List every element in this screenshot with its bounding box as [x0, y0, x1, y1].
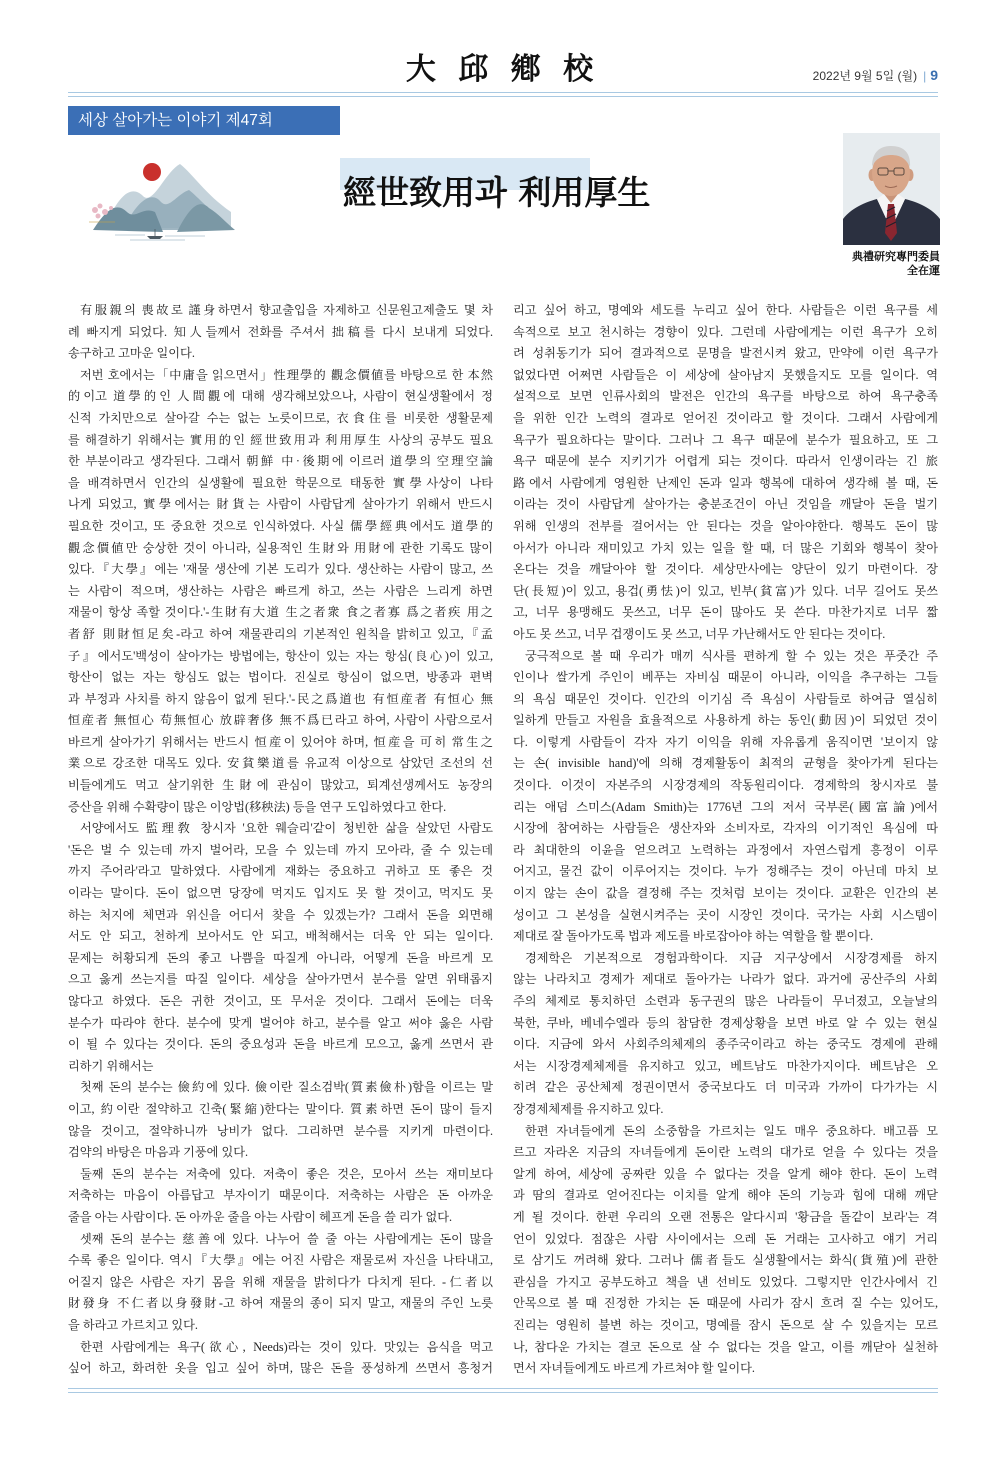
body-text-line: 한 부분이라고 생각된다. 그래서 朝鮮 中·後期에 이르러 道學의 空理空論	[68, 454, 493, 469]
body-text-line: 주의 체제로 통치하던 소련과 동구권의 많은 나라들이 무너졌고, 오늘날의	[513, 994, 938, 1008]
page-number: 9	[930, 67, 938, 83]
body-text-line: 있다.『大學』에는 '재물 생산에 기본 도리가 있다. 생산하는 사람이 많고, 쓰	[68, 562, 493, 577]
paragraph	[68, 818, 493, 1077]
body-text-line: 이라는 것이 사람답게 살아가는 충분조건이 아닌 것임을 깨달아 돈을 벌기	[513, 497, 938, 512]
paragraph	[513, 1121, 938, 1380]
body-text-line: 저축하는 마음이 아름답고 부자이기 때문이다. 저축하는 사람은 돈 아까운	[68, 1188, 493, 1203]
body-text-line: 르고 자라온 지금의 자녀들에게 돈이란 노력의 대가로 얻을 수 있다는 것을	[513, 1145, 938, 1160]
body-text-line: 아서가 아니라 재미있고 가치 있는 일을 할 때, 더 많은 기회와 행복이 찾아	[513, 540, 938, 555]
body-text-line: 恒産者 無恒心 苟無恒心 放辟奢侈 無不爲已라고 하여, 사람이 사람으로서	[68, 713, 493, 728]
body-text-line: 者舒 則財恒足矣-라고 하여 재물관리의 기본적인 원칙을 밝히고 있고,『孟	[68, 626, 493, 641]
body-text-line: 한편 사람에게는 욕구(欲心, Needs)라는 것이 있다. 맛있는 음식을 먹고	[80, 1339, 493, 1354]
body-text-line: 는 사람이 적으며, 생산하는 사람은 빠르게 하고, 쓰는 사람은 느리게 하면	[68, 583, 493, 598]
body-text-line: 한편 자녀들에게 돈의 소중함을 가르치는 일도 매우 중요하다. 배고픔 모	[525, 1123, 938, 1138]
body-text-line: 북한, 쿠바, 베네수엘라 등의 참담한 경제상황을 보면 바로 알 수 있는 현실	[513, 1015, 938, 1030]
body-text-line: 히려 같은 공산체제 정권이면서 중국보다도 더 미국과 가까이 다가가는 시	[513, 1080, 938, 1095]
body-text-line: 관심을 가지고 공부도하고 책을 낸 선비도 있었다. 그렇지만 인간사에서 긴	[513, 1274, 938, 1289]
body-text-line: 이고, 約이란 절약하고 긴축(緊縮)한다는 말이다. 質素하면 돈이 많이 들지	[68, 1101, 493, 1116]
body-text-line: 는 손( invisible hand)'에 의해 경제활동이 최적의 균형을 찾아가게 된다는	[513, 756, 938, 771]
author-caption	[852, 250, 940, 278]
body-text-line: 시장에 참여하는 사람들은 생산자와 소비자로, 각자의 이기적인 욕심에 따	[513, 821, 938, 836]
body-text-line: 안목으로 볼 때 진정한 가치는 돈 때문에 사리가 잠시 흐려 질 수는 있어도,	[513, 1296, 938, 1311]
body-text-line: 과 부정과 사치를 하지 않음이 없게 된다.'-民之爲道也 有恒産者 有恒心 無	[68, 691, 493, 706]
body-text-line: 이 될 수 있다는 것이다. 돈의 중요성과 돈을 바르게 모으고, 옳게 쓰면서 관	[68, 1037, 493, 1052]
body-text-line: 문제는 허황되게 돈의 좋고 나쁨을 따질게 아니라, 어떻게 돈을 바르게 모	[68, 950, 493, 965]
landscape-illustration	[85, 150, 235, 245]
body-text-line: 첫째 돈의 분수는 儉約에 있다. 儉이란 질소검박(質素儉朴)함을 이르는 말	[80, 1080, 493, 1095]
body-text-line: 싶어 하고, 화려한 옷을 입고 싶어 하며, 많은 돈을 풍성하게 쓰면서 흥청거	[68, 1361, 493, 1376]
body-text-line: 경제학은 기본적으로 경험과학이다. 지금 지구상에서 시장경제를 하지	[525, 950, 938, 965]
footer-rule	[68, 1388, 938, 1393]
body-text-line: 셋째 돈의 분수는 慈善에 있다. 나누어 쓸 줄 아는 사람에게는 돈이 많을	[80, 1231, 493, 1246]
body-text-line: 어지고, 물건 값이 이루어지는 것이다. 누가 정해주는 것이 아닌데 마치 보	[513, 864, 938, 879]
body-text-line: 리고 싶어 하고, 명예와 세도를 누리고 싶어 한다. 사람들은 이런 욕구를 세	[513, 303, 938, 317]
body-text-line: 궁극적으로 볼 때 우리가 매끼 식사를 편하게 할 수 있는 것은 푸줏간 주	[525, 648, 938, 663]
paragraph	[68, 1337, 493, 1380]
newspaper-masthead: 大 邱 鄕 校	[405, 52, 600, 87]
body-text-line: 필요한 것이고, 또 중요한 것으로 인식하였다. 사실 儒學經典에서도 道學的	[68, 518, 493, 533]
paragraph	[68, 1164, 493, 1229]
body-text-line: 리하기 위해서는	[68, 1058, 154, 1073]
body-text-line: 의 욕심 때문인 것이다. 인간의 이기심 즉 욕심이 사람들로 하여금 열심히	[513, 691, 938, 706]
body-text-line: 욕구가 필요하다는 말이다. 그러나 그 욕구 때문에 분수가 필요하고, 또 그	[513, 432, 938, 447]
body-text-line: 송구하고 고마운 일이다.	[68, 346, 195, 361]
body-text-line: 으고 옳게 쓰는지를 따질 일이다. 세상을 살아가면서 분수를 알면 위태롭지	[68, 972, 493, 987]
body-text-line: 有服親의 喪故로 謹身하면서 향교출입을 자제하고 신문원고제출도 몇 차	[80, 303, 493, 317]
body-text-line: 子』에서도'백성이 살아가는 방법에는, 항산이 있는 자는 항심(良心)이 있고,	[68, 648, 493, 663]
paragraph	[513, 300, 938, 646]
body-text-line: 나, 참다운 가치는 결코 돈으로 살 수 없다는 것을 알고, 이를 깨닫아 실천하	[513, 1339, 938, 1354]
body-text-line: 財發身 不仁者以身發財-고 하여 재물의 종이 되지 말고, 재물의 주인 노릇	[68, 1296, 493, 1311]
paragraph	[68, 365, 493, 818]
body-text-line: 온다는 것을 깨달아야 할 것이다. 세상만사에는 양단이 있기 마련이다. 장	[513, 562, 938, 577]
paragraph	[513, 646, 938, 948]
body-text-line: 을 배격하면서 인간의 실생활에 필요한 학문으로 태동한 實學사상이 나타	[68, 475, 493, 490]
body-text-line: 리는 애덤 스미스(Adam Smith)는 1776년 그의 저서 국부론(國富論)에서	[513, 799, 938, 814]
body-text-line: 없었다면 어쩌면 사람들은 이 세상에 살아남지 못했을지도 모를 일이다. 역	[513, 367, 938, 382]
body-column-left	[68, 300, 493, 1380]
body-text-line: 하는 처지에 체면과 위신을 어디서 찾을 수 있겠는가? 그래서 돈을 외면해	[68, 907, 493, 922]
body-text-line: 路에서 사람에게 영원한 난제인 돈과 일과 행복에 대하여 생각해 볼 때, 돈	[513, 475, 938, 490]
body-text-line: 어질지 않은 사람은 자기 몸을 위해 재물을 밝히다가 다치게 된다. -仁者以	[68, 1274, 493, 1289]
body-text-line: 것이다. 이것이 자본주의 시장경제의 작동원리이다. 경제학의 창시자로 불	[513, 778, 938, 793]
body-text-line: 바르게 살아가기 위해서는 반드시 恒産이 있어야 하며, 恒産을 可히 常生之	[68, 734, 493, 749]
body-text-line: 장경제체제를 유지하고 있다.	[513, 1101, 664, 1116]
issue-dateline	[813, 66, 938, 84]
body-text-line: 저번 호에서는「中庸을 읽으면서」性理學的 觀念價値를 바탕으로 한 本然	[80, 367, 493, 382]
body-text-line: 비들에게도 먹고 살기위한 生財에 관심이 많았고, 퇴계선생께서도 농장의	[68, 778, 493, 793]
body-text-line: 이다. 지금에 와서 사회주의체제의 종주국이라고 하는 중국도 경제에 관해	[513, 1037, 938, 1052]
author-photo	[843, 133, 940, 245]
paragraph	[68, 300, 493, 365]
body-text-line: 業으로 강조한 대목도 있다. 安貧樂道를 유교적 이상으로 삼았던 조선의 선	[68, 756, 493, 771]
body-text-line: 않다고 하였다. 돈은 귀한 것이고, 또 무서운 것이다. 그래서 돈에는 더욱	[68, 994, 493, 1008]
body-text-line: 재물이 항상 족할 것이다.'-生財有大道 生之者衆 食之者寡 爲之者疾 用之	[68, 605, 493, 620]
body-text-line: 이지 않는 손이 값을 결정해 주는 것처럼 보이는 것이다. 교환은 인간의 본	[513, 886, 938, 901]
body-text-line: 줄을 아는 사람이다. 돈 아까운 줄을 아는 사람이 헤프게 돈을 쓸 리가 없다.	[68, 1209, 453, 1224]
body-text-line: 신적 가치만으로 살아갈 수는 없는 노릇이므로, 衣食住를 비롯한 생활문제	[68, 410, 493, 425]
body-text-line: 을 위한 인간 노력의 결과로 얻어진 것이라고 할 것이다. 그래서 사람에게	[513, 410, 938, 425]
body-text-line: 않는 나라치고 경제가 제대로 돌아가는 나라가 없다. 과거에 공산주의 사회	[513, 972, 938, 987]
body-text-line: 다. 이렇게 사람들이 각자 자기 이익을 위해 자유롭게 움직이면 '보이지 않	[513, 734, 938, 749]
body-text-line: 속적으로 보고 천시하는 경향이 있다. 그런데 사람에게는 이런 욕구가 오히	[513, 324, 938, 339]
body-text-line: 위해 인생의 전부를 걸어서는 안 된다는 것을 알아야한다. 행복도 돈이 많	[513, 518, 938, 533]
body-text-line: 진리는 영원히 불변 하는 것이고, 명예를 잠시 돈으로 살 수 있을지는 모르	[513, 1317, 938, 1332]
body-text-line: 제대로 잘 돌아가도록 법과 제도를 바로잡아야 하는 역할을 할 뿐이다.	[513, 929, 874, 944]
body-text-line: 설적으로 보면 인류사회의 발전은 인간의 욕구를 바탕으로 하여 욕구충족	[513, 389, 938, 404]
body-text-line: '돈은 벌 수 있는데 까지 벌어라, 모을 수 있는데 까지 모아라, 줄 수 있는데	[68, 842, 493, 857]
body-text-line: 를 해결하기 위해서는 實用的인 經世致用과 利用厚生 사상의 공부도 필요	[68, 432, 493, 447]
body-text-line: 인이나 쌀가게 주인이 베푸는 자비심 때문이 아니라, 이익을 추구하는 그들	[513, 670, 938, 685]
body-text-line: 증산을 위해 수확량이 많은 이앙법(移秧法) 등을 연구 도입하였다고 한다.	[68, 799, 447, 814]
body-text-line: 면서 자녀들에게도 바르게 가르쳐야 할 일이다.	[513, 1361, 755, 1376]
issue-date: 2022년 9월 5일 (월)	[812, 69, 918, 83]
body-text-line: 라 최대한의 이윤을 얻으려고 노력하는 과정에서 자연스럽게 흥정이 이루	[513, 842, 938, 857]
body-text-line: 일하게 만들고 자원을 효율적으로 사용하게 하는 동인(動因)이 되었던 것이	[513, 713, 938, 728]
header-rule	[68, 92, 938, 97]
paragraph	[513, 948, 938, 1121]
body-text-line: 나게 되었고, 實學에서는 財貨는 사람이 사람답게 살아가기 위해서 반드시	[68, 497, 493, 512]
body-text-line: 까지 주어라'라고 말하였다. 사람에게 재화는 중요하고 귀하고 또 좋은 것	[68, 864, 493, 879]
paragraph	[68, 1077, 493, 1163]
body-text-line: 언이 있었다. 점잖은 사람 사이에서는 으레 돈 거래는 고사하고 얘기 거리	[513, 1231, 938, 1246]
body-text-line: 알게 하여, 세상에 공짜란 있을 수 없다는 것을 알게 해야 한다. 돈이 노력	[513, 1166, 938, 1181]
body-text-line: 을 하라고 가르치고 있다.	[68, 1317, 198, 1332]
body-text-line: 례 빠지게 되었다. 知人들께서 전화를 주셔서 拙稿를 다시 보내게 되었다.	[68, 324, 493, 339]
body-text-line: 항산이 없는 자는 항심도 없는 법이다. 진실로 항심이 없으면, 방종과 편벽	[68, 670, 493, 685]
body-text-line: 분수가 따라야 한다. 분수에 맞게 벌어야 하고, 분수를 알고 써야 옳은 사람	[68, 1015, 493, 1030]
body-text-line: 이라는 말이다. 돈이 없으면 당장에 먹지도 입지도 못 할 것이고, 먹지도 못	[68, 886, 493, 901]
article-title: 經世致用과 利用厚生	[343, 173, 651, 212]
body-text-line: 서는 시장경제체제를 유지하고 있고, 베트남도 마찬가지이다. 베트남은 오	[513, 1058, 938, 1073]
body-text-line: 않을 것이고, 절약하니까 낭비가 없다. 그리하면 분수를 지키게 마련이다.	[68, 1123, 493, 1138]
body-text-line: 고, 너무 용맹해도 못쓰고, 너무 돈이 많아도 못 쓴다. 마찬가지로 너무 짧	[513, 605, 938, 620]
paragraph	[68, 1229, 493, 1337]
body-text-line: 게 될 것이다. 한편 우리의 오랜 전통은 알다시피 '황금을 돌같이 보라'는 격	[513, 1209, 938, 1224]
series-label: 세상 살아가는 이야기 제47회	[68, 106, 340, 135]
body-text-line: 단(長短)이 있고, 용겁(勇怯)이 있고, 빈부(貧富)가 있다. 너무 길어도 못쓰	[513, 583, 938, 598]
body-text-line: 的이고 道學的인 人間觀에 대해 생각해보았으나, 사람이 현실생활에서 정	[68, 389, 493, 404]
body-text-line: 서양에서도 監理敎 창시자 '요한 웨슬리'같이 청빈한 삶을 살았던 사람도	[80, 821, 493, 836]
body-text-line: 로 삼기도 꺼려해 왔다. 그러나 儒者들도 실생활에서는 화식(貨殖)에 관한	[513, 1253, 938, 1268]
body-column-right	[513, 300, 938, 1380]
body-text-line: 검약의 바탕은 마음과 기풍에 있다.	[68, 1145, 249, 1160]
body-text-line: 수록 좋은 일이다. 역시『大學』에는 어진 사람은 재물로써 자신을 나타내고,	[68, 1253, 493, 1268]
body-text-line: 서도 안 되고, 천하게 보아서도 안 되고, 배척해서는 더욱 안 되는 일이다.	[68, 929, 493, 944]
body-text-line: 욕구 때문에 분수 지키기가 어렵게 되는 것이다. 따라서 인생이라는 긴 旅	[513, 454, 938, 469]
author-name: 全在運	[907, 265, 940, 277]
body-text-line: 성이고 그 본성을 실현시켜주는 곳이 시장인 것이다. 국가는 사회 시스템이	[513, 907, 938, 922]
body-text-line: 觀念價値만 숭상한 것이 아니라, 실용적인 生財와 用財에 관한 기록도 많이	[68, 540, 493, 555]
body-text-line: 둘째 돈의 분수는 저축에 있다. 저축이 좋은 것은, 모아서 쓰는 재미보다	[80, 1166, 493, 1181]
body-text-line: 아도 못 쓰고, 너무 겁쟁이도 못 쓰고, 너무 가난해서도 안 된다는 것이다.	[513, 626, 886, 641]
dateline-separator: |	[923, 69, 927, 83]
author-title: 典禮研究專門委員	[852, 251, 940, 263]
body-text-line: 려 성취동기가 되어 결과적으로 문명을 발전시켜 왔고, 만약에 이런 욕구가	[513, 346, 938, 361]
body-text-line: 과 땀의 결과로 얻어진다는 이치를 알게 해야 돈의 기능과 힘에 대해 깨닫	[513, 1188, 938, 1203]
